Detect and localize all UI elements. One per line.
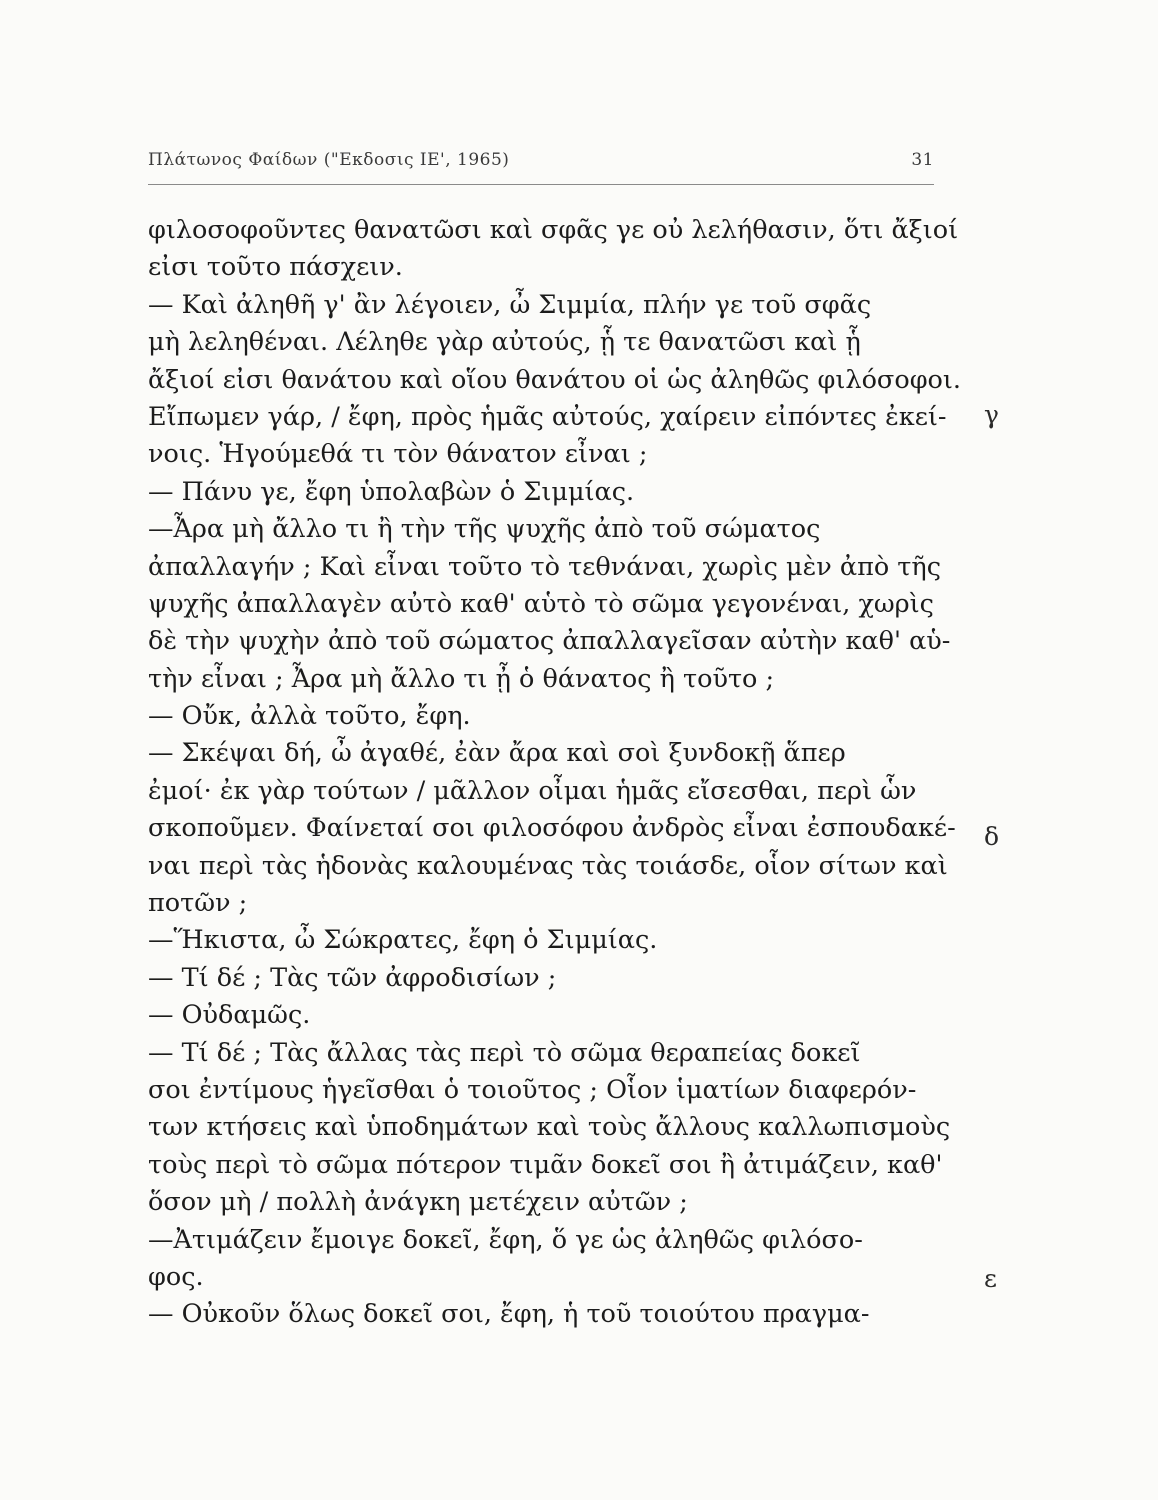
text-line: — Σκέψαι δή, ὦ ἀγαθέ, ἐὰν ἄρα καὶ σοὶ ξυνδοκῇ ἅπερ [148, 738, 846, 769]
text-line: — Οὔκ, ἀλλὰ τοῦτο, ἔφη. [148, 701, 471, 732]
main-text [148, 212, 961, 1334]
text-line: τὴν εἶναι ; Ἆρα μὴ ἄλλο τι ᾖ ὁ θάνατος ἢ τοῦτο ; [148, 663, 775, 694]
text-line: ἄξιοί εἰσι θανάτου καὶ οἵου θανάτου οἱ ὡς ἀληθῶς φιλόσοφοι. [148, 364, 961, 395]
text-line: μὴ λεληθέναι. Λέληθε γὰρ αὐτούς, ᾗ τε θανατῶσι καὶ ᾗ [148, 327, 861, 358]
text-line: ἐμοί· ἐκ γὰρ τούτων / μᾶλλον οἶμαι ἡμᾶς εἴσεσθαι, περὶ ὧν [148, 775, 917, 806]
running-head-title: Πλάτωνος Φαίδων ("Εκδοσις ΙΕ', 1965) [148, 150, 510, 170]
header-rule [148, 184, 934, 185]
text-line: ναι περὶ τὰς ἡδονὰς καλουμένας τὰς τοιάσδε, οἷον σίτων καὶ [148, 850, 948, 881]
text-line: δὲ τὴν ψυχὴν ἀπὸ τοῦ σώματος ἀπαλλαγεῖσαν αὐτὴν καθ' αὑ- [148, 626, 951, 657]
text-line: φος. [148, 1261, 204, 1292]
text-line: —Ἥκιστα, ὦ Σώκρατες, ἔφη ὁ Σιμμίας. [148, 925, 658, 956]
text-line: ποτῶν ; [148, 888, 248, 919]
margin-section-d: δ [984, 822, 1000, 851]
text-line: σκοποῦμεν. Φαίνεταί σοι φιλοσόφου ἀνδρὸς εἶναι ἐσπουδακέ- [148, 813, 956, 844]
text-line: φιλοσοφοῦντες θανατῶσι καὶ σφᾶς γε οὐ λελήθασιν, ὅτι ἄξιοί [148, 215, 959, 245]
text-line: Εἴπωμεν γάρ, / ἔφη, πρὸς ἡμᾶς αὐτούς, χαίρειν εἰπόντες ἐκεί- [148, 401, 947, 432]
text-line: των κτήσεις καὶ ὑποδημάτων καὶ τοὺς ἄλλους καλλωπισμοὺς [148, 1112, 951, 1143]
text-line: ὅσον μὴ / πολλὴ ἀνάγκη μετέχειν αὐτῶν ; [148, 1187, 688, 1218]
text-line: σοι ἐντίμους ἡγεῖσθαι ὁ τοιοῦτος ; Οἷον ἱματίων διαφερόν- [148, 1074, 917, 1105]
text-line: — Τί δέ ; Τὰς τῶν ἀφροδισίων ; [148, 962, 557, 993]
text-line: — Οὐδαμῶς. [148, 1000, 311, 1031]
text-line: νοις. Ἡγούμεθά τι τὸν θάνατον εἶναι ; [148, 439, 648, 470]
text-line: — Τί δέ ; Τὰς ἄλλας τὰς περὶ τὸ σῶμα θεραπείας δοκεῖ [148, 1037, 861, 1068]
margin-section-e: ε [984, 1264, 997, 1293]
running-head [148, 150, 934, 170]
margin-section-c: γ [984, 400, 999, 429]
text-line: —Ἆρα μὴ ἄλλο τι ἢ τὴν τῆς ψυχῆς ἀπὸ τοῦ σώματος [148, 514, 821, 545]
text-line: τοὺς περὶ τὸ σῶμα πότερον τιμᾶν δοκεῖ σοι ἢ ἀτιμάζειν, καθ' [148, 1149, 943, 1180]
page-number: 31 [911, 150, 934, 170]
text-line: —Ἀτιμάζειν ἔμοιγε δοκεῖ, ἔφη, ὅ γε ὡς ἀληθῶς φιλόσο- [148, 1224, 863, 1255]
text-line: — Πάνυ γε, ἔφη ὑπολαβὼν ὁ Σιμμίας. [148, 476, 635, 507]
text-line: ψυχῆς ἀπαλλαγὲν αὐτὸ καθ' αὑτὸ τὸ σῶμα γεγονέναι, χωρὶς [148, 588, 934, 619]
text-line: — Οὐκοῦν ὅλως δοκεῖ σοι, ἔφη, ἡ τοῦ τοιούτου πραγμα- [148, 1299, 870, 1330]
text-line: ἀπαλλαγήν ; Καὶ εἶναι τοῦτο τὸ τεθνάναι, χωρὶς μὲν ἀπὸ τῆς [148, 551, 941, 582]
text-line: εἰσι τοῦτο πάσχειν. [148, 252, 403, 283]
text-line: — Καὶ ἀληθῆ γ' ἂν λέγοιεν, ὦ Σιμμία, πλήν γε τοῦ σφᾶς [148, 289, 872, 320]
